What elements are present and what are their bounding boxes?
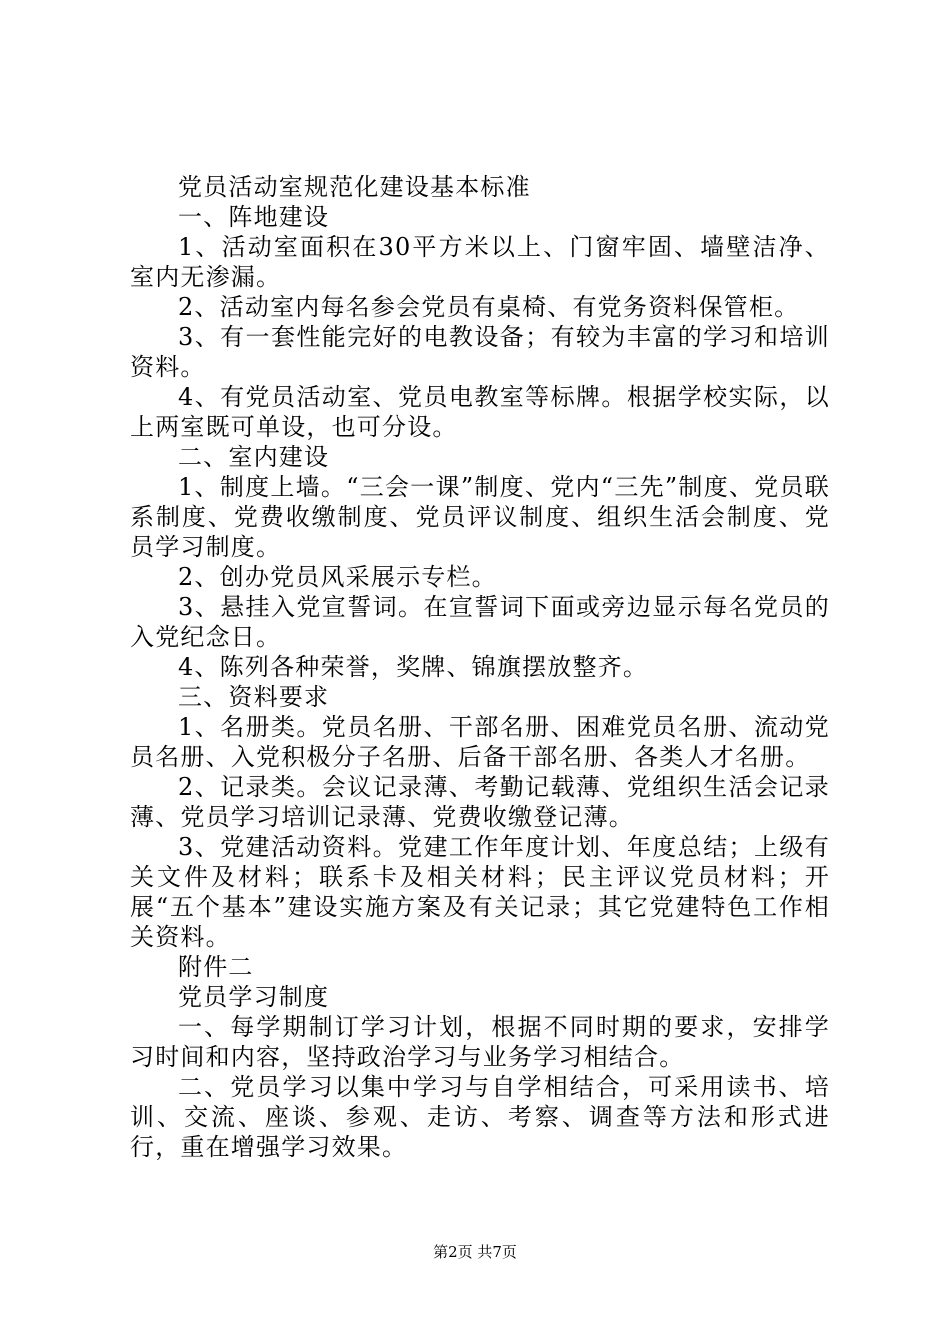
paragraph: 1、制度上墙。“三会一课”制度、党内“三先”制度、党员联系制度、党费收缴制度、党员评议制度、组织生活会制度、党员学习制度。 (130, 473, 830, 561)
paragraph: 3、有一套性能完好的电教设备；有较为丰富的学习和培训资料。 (130, 323, 830, 381)
paragraph: 2、活动室内每名参会党员有桌椅、有党务资料保管柜。 (178, 293, 800, 321)
paragraph: 二、党员学习以集中学习与自学相结合，可采用读书、培训、交流、座谈、参观、走访、考察、调查等方法和形式进行，重在增强学习效果。 (130, 1073, 830, 1161)
paragraph: 1、活动室面积在30平方米以上、门窗牢固、墙壁洁净、室内无渗漏。 (130, 233, 830, 291)
paragraph: 3、党建活动资料。党建工作年度计划、年度总结；上级有关文件及材料；联系卡及相关材料；民主评议党员材料；开展“五个基本”建设实施方案及有关记录；其它党建特色工作相关资料。 (130, 833, 830, 951)
paragraph: 一、每学期制订学习计划，根据不同时期的要求，安排学习时间和内容，坚持政治学习与业务学习相结合。 (130, 1013, 830, 1071)
paragraph: 2、记录类。会议记录薄、考勤记载薄、党组织生活会记录薄、党员学习培训记录薄、党费收缴登记薄。 (130, 773, 830, 831)
paragraph: 4、陈列各种荣誉，奖牌、锦旗摆放整齐。 (178, 653, 649, 681)
appendix-title: 党员学习制度 (178, 983, 330, 1011)
section-heading-3: 三、资料要求 (178, 683, 330, 711)
paragraph: 2、创办党员风采展示专栏。 (178, 563, 497, 591)
paragraph: 4、有党员活动室、党员电教室等标牌。根据学校实际，以上两室既可单设，也可分设。 (130, 383, 830, 441)
page-number-footer: 第2页 共7页 (433, 1243, 517, 1261)
section-heading-2: 二、室内建设 (178, 443, 330, 471)
document-title: 党员活动室规范化建设基本标准 (178, 173, 531, 201)
section-heading-1: 一、阵地建设 (178, 203, 330, 231)
document-body (130, 172, 830, 1162)
appendix-label: 附件二 (178, 953, 254, 981)
paragraph: 1、名册类。党员名册、干部名册、困难党员名册、流动党员名册、入党积极分子名册、后备干部名册、各类人才名册。 (130, 713, 830, 771)
paragraph: 3、悬挂入党宣誓词。在宣誓词下面或旁边显示每名党员的入党纪念日。 (130, 593, 830, 651)
